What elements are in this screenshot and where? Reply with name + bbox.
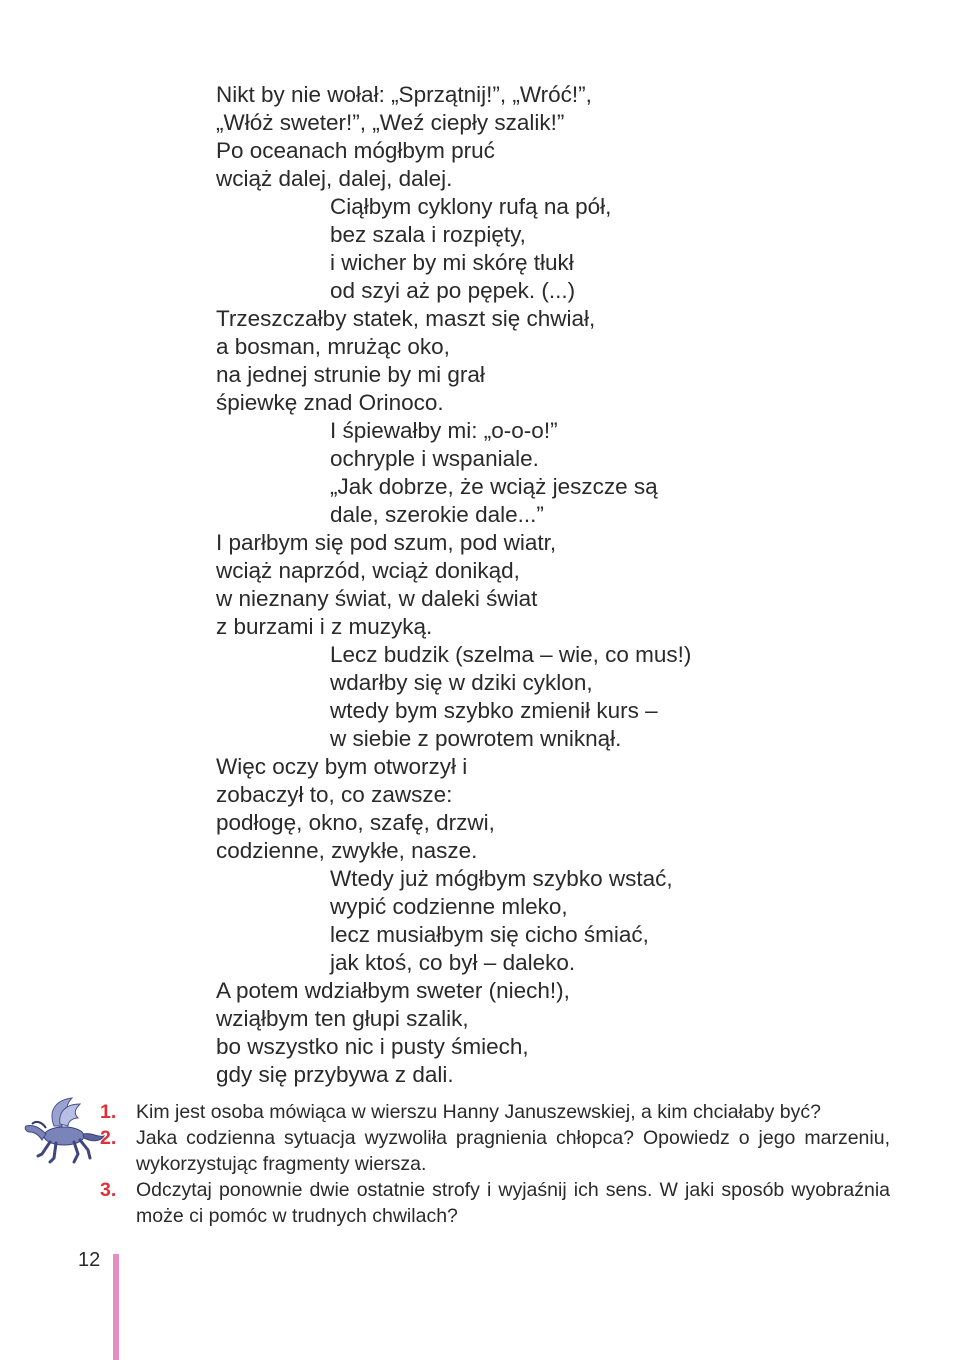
question-item	[100, 1125, 890, 1177]
poem-line: wziąłbym ten głupi szalik,	[216, 1006, 469, 1031]
question-text: Jaka codzienna sytuacja wyzwoliła pragnienia chłopca? Opowiedz o jego marzeniu, wykorzystując fragmenty wiersza.	[136, 1127, 890, 1175]
poem-line: Nikt by nie wołał: „Sprzątnij!”, „Wróć!”,	[216, 82, 592, 107]
poem-line: „Włóż sweter!”, „Weź ciepły szalik!”	[216, 110, 565, 135]
poem-line: podłogę, okno, szafę, drzwi,	[216, 810, 495, 835]
poem-line: lecz musiałbym się cicho śmiać,	[330, 922, 649, 947]
poem-line: w nieznany świat, w daleki świat	[216, 586, 538, 611]
question-number: 1.	[100, 1101, 117, 1123]
poem-line: na jednej strunie by mi grał	[216, 362, 485, 387]
poem-line: Po oceanach mógłbym pruć	[216, 138, 495, 163]
poem-line: codzienne, zwykłe, nasze.	[216, 838, 478, 863]
poem-line: z burzami i z muzyką.	[216, 614, 433, 639]
question-text: Odczytaj ponownie dwie ostatnie strofy i wyjaśnij ich sens. W jaki sposób wyobraźnia może ci pomóc w trudnych chwilach?	[136, 1179, 890, 1227]
poem-line: w siebie z powrotem wniknął.	[330, 726, 622, 751]
poem-line: a bosman, mrużąc oko,	[216, 334, 450, 359]
poem-line: wciąż naprzód, wciąż donikąd,	[216, 558, 520, 583]
poem-line: Ciąłbym cyklony rufą na pół,	[330, 194, 612, 219]
question-item	[100, 1177, 890, 1229]
poem-line: śpiewkę znad Orinoco.	[216, 390, 444, 415]
question-number: 3.	[100, 1179, 117, 1201]
poem-line: Więc oczy bym otworzył i	[216, 754, 468, 779]
poem-line: i wicher by mi skórę tłukł	[330, 250, 574, 275]
poem-line: zobaczył to, co zawsze:	[216, 782, 453, 807]
poem-line: gdy się przybywa z dali.	[216, 1062, 454, 1087]
questions-list	[100, 1099, 890, 1229]
poem-line: I parłbym się pod szum, pod wiatr,	[216, 530, 557, 555]
poem-line: I śpiewałby mi: „o-o-o!”	[330, 418, 558, 443]
poem-line: wypić codzienne mleko,	[330, 894, 568, 919]
poem-line: dale, szerokie dale...”	[330, 502, 544, 527]
poem-line: A potem wdziałbym sweter (niech!),	[216, 978, 570, 1003]
poem-line: wdarłby się w dziki cyklon,	[330, 670, 593, 695]
poem-line: Wtedy już mógłbym szybko wstać,	[330, 866, 673, 891]
poem-line: wtedy bym szybko zmienił kurs –	[330, 698, 658, 723]
poem-line: ochryple i wspaniale.	[330, 446, 539, 471]
question-text: Kim jest osoba mówiąca w wierszu Hanny Januszewskiej, a kim chciałaby być?	[136, 1101, 821, 1123]
poem-line: Lecz budzik (szelma – wie, co mus!)	[330, 642, 692, 667]
poem-line: bo wszystko nic i pusty śmiech,	[216, 1034, 529, 1059]
poem-line: od szyi aż po pępek. (...)	[330, 278, 576, 303]
poem-line: jak ktoś, co był – daleko.	[330, 950, 576, 975]
poem	[216, 81, 916, 1089]
page-number: 12	[78, 1249, 101, 1271]
poem-line: Trzeszczałby statek, maszt się chwiał,	[216, 306, 596, 331]
question-number: 2.	[100, 1127, 117, 1149]
poem-line: bez szala i rozpięty,	[330, 222, 526, 247]
pegasus-icon	[20, 1096, 106, 1168]
page-margin-bar	[113, 1254, 119, 1360]
poem-line: wciąż dalej, dalej, dalej.	[216, 166, 453, 191]
question-item	[100, 1099, 890, 1125]
poem-line: „Jak dobrze, że wciąż jeszcze są	[330, 474, 658, 499]
